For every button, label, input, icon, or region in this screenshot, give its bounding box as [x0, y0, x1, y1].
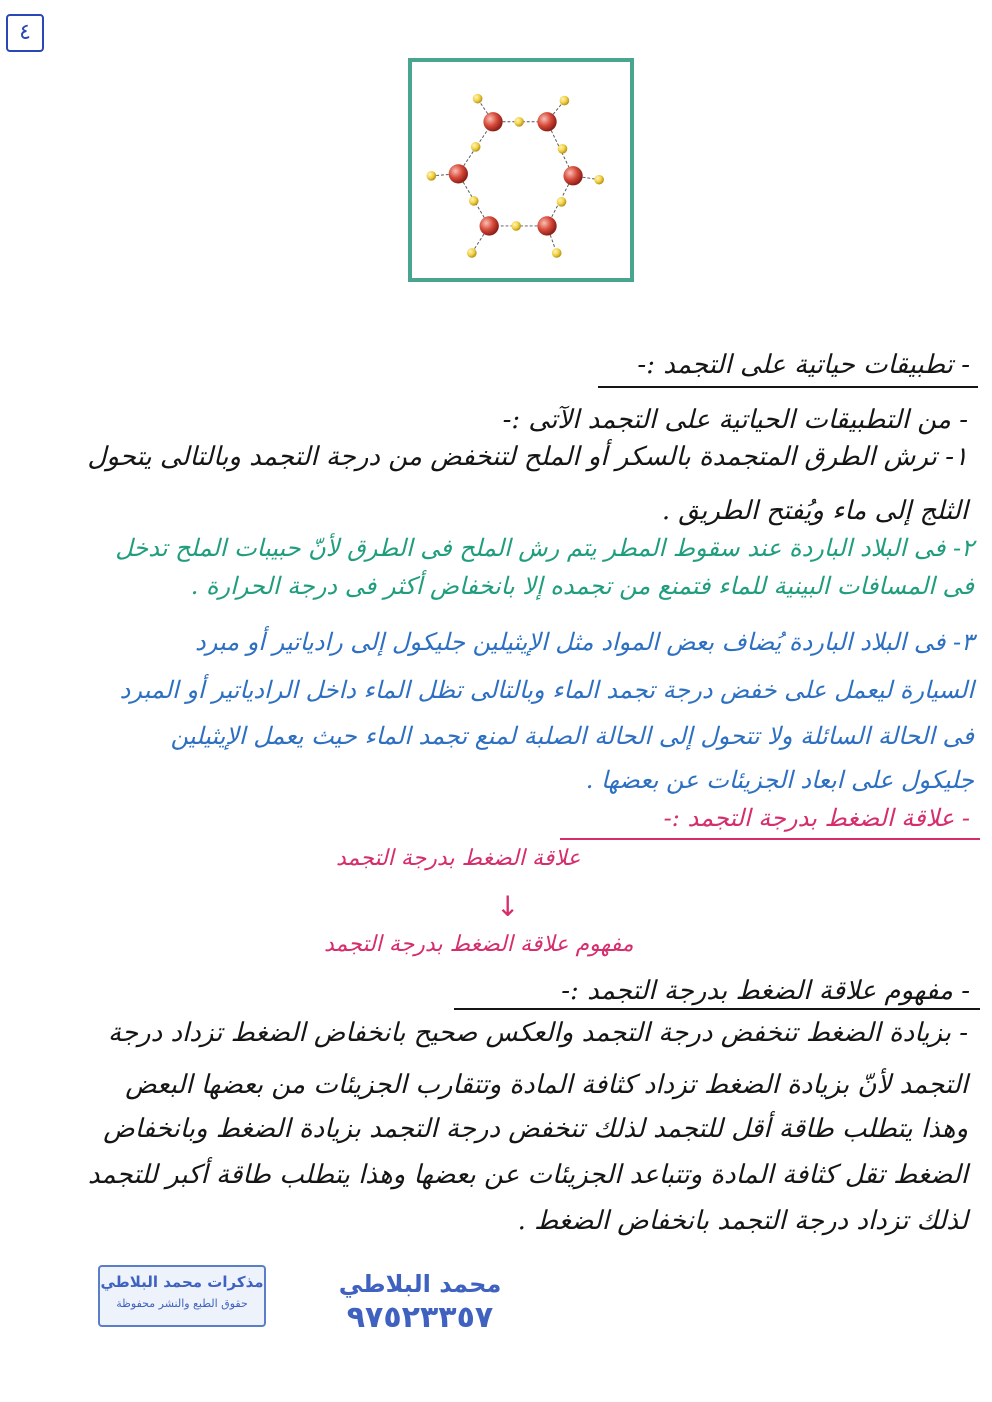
- section1-line-3: الثلج إلى ماء ويُفتح الطريق .: [661, 496, 968, 526]
- author-name: محمد البلاطي: [338, 1270, 502, 1298]
- section1-green-line-1: ٢- فى البلاد الباردة عند سقوط المطر يتم رش الملح فى الطرق لأنّ حبيبات الملح تدخل: [115, 534, 974, 562]
- stamp-subtitle: حقوق الطبع والنشر محفوظة: [116, 1297, 248, 1310]
- flow-bottom-label: مفهوم علاقة الضغط بدرجة التجمد: [324, 932, 634, 957]
- section3-heading-underline: [454, 1008, 980, 1010]
- section1-blue-line-4: جليكول على ابعاد الجزيئات عن بعضها .: [585, 766, 974, 794]
- section3-line-3: وهذا يتطلب طاقة أقل للتجمد لذلك تنخفض درجة التجمد بزيادة الضغط وبانخفاض: [103, 1114, 968, 1144]
- author-phone: ٩٧٥٢٣٣٥٧: [346, 1300, 494, 1335]
- section1-blue-line-1: ٣- فى البلاد الباردة يُضاف بعض المواد مثل الإيثيلين جليكول إلى رادياتير أو مبرد: [195, 628, 974, 656]
- flow-down-arrow: ↓: [496, 890, 520, 923]
- section3-heading: - مفهوم علاقة الضغط بدرجة التجمد :-: [561, 976, 970, 1006]
- ice-lattice-figure: [408, 58, 634, 282]
- section3-line-2: التجمد لأنّ بزيادة الضغط تزداد كثافة المادة وتتقارب الجزيئات من بعضها البعض: [125, 1070, 968, 1100]
- section1-blue-line-2: السيارة ليعمل على خفض درجة تجمد الماء وبالتالى تظل الماء داخل الرادياتير أو المبرد: [119, 676, 974, 704]
- section2-heading-underline: [560, 838, 980, 840]
- section1-line-2: ١- ترش الطرق المتجمدة بالسكر أو الملح لتنخفض من درجة التجمد وبالتالى يتحول: [87, 442, 968, 472]
- section1-heading: - تطبيقات حياتية على التجمد :-: [637, 350, 970, 380]
- copyright-stamp: [98, 1265, 266, 1327]
- section1-blue-line-3: فى الحالة السائلة ولا تتحول إلى الحالة الصلبة لمنع تجمد الماء حيث يعمل الإيثيلين: [170, 722, 974, 750]
- author-signature: [330, 1270, 510, 1335]
- section1-heading-underline: [598, 386, 978, 388]
- hexagonal-ice-lattice-diagram: [412, 62, 630, 278]
- section3-line-5: لذلك تزداد درجة التجمد بانخفاض الضغط .: [517, 1206, 968, 1236]
- page-number: ٤: [6, 14, 44, 52]
- section3-line-4: الضغط تقل كثافة المادة وتتباعد الجزيئات عن بعضها وهذا يتطلب طاقة أكبر للتجمد: [87, 1160, 968, 1190]
- section1-green-line-2: فى المسافات البينية للماء فتمنع من تجمده إلا بانخفاض أكثر فى درجة الحرارة .: [190, 572, 974, 600]
- section2-heading: - علاقة الضغط بدرجة التجمد :-: [663, 804, 970, 832]
- flow-top-label: علاقة الضغط بدرجة التجمد: [336, 846, 581, 871]
- stamp-title: مذكرات محمد البلاطي: [100, 1273, 264, 1291]
- section1-line-1: - من التطبيقات الحياتية على التجمد الآتى :-: [502, 405, 968, 435]
- section3-line-1: - بزيادة الضغط تنخفض درجة التجمد والعكس صحيح بانخفاض الضغط تزداد درجة: [108, 1018, 968, 1048]
